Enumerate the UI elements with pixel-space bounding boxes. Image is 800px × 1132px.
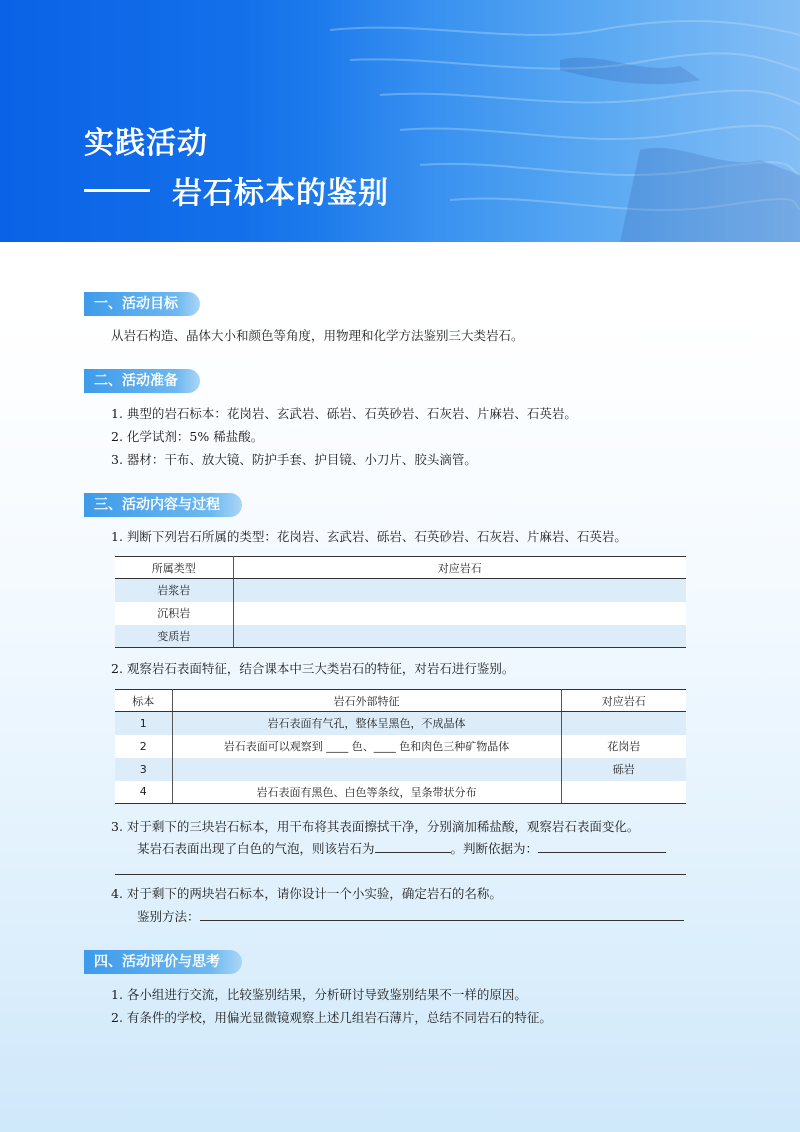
table-row [115, 735, 686, 758]
table2-cell-feature: 岩石表面可以观察到 ____ 色、____ 色和肉色三种矿物晶体 [172, 735, 561, 758]
process-question-3-line-2 [137, 840, 666, 858]
page-title: 实践活动 [84, 126, 208, 161]
table1-header-rock: 对应岩石 [233, 557, 686, 579]
process-question-1: 1. 判断下列岩石所属的类型：花岗岩、玄武岩、砾岩、石英砂岩、石灰岩、片麻岩、石英岩。 [111, 529, 627, 544]
goal-text: 从岩石构造、晶体大小和颜色等角度，用物理和化学方法鉴别三大类岩石。 [111, 328, 524, 343]
q3-answer-rock-blank[interactable] [375, 841, 451, 853]
prep-item-1: 1. 典型的岩石标本：花岗岩、玄武岩、砾岩、石英砂岩、石灰岩、片麻岩、石英岩。 [111, 406, 577, 421]
q3-prompt-rock: 某岩石表面出现了白色的气泡，则该岩石为 [137, 841, 375, 856]
process-question-2: 2. 观察岩石表面特征，结合课本中三大类岩石的特征，对岩石进行鉴别。 [111, 661, 515, 676]
section-heading-process: 三、活动内容与过程 [84, 493, 242, 517]
rock-type-table [115, 556, 686, 648]
table-row [115, 712, 686, 735]
table2-cell-feature[interactable] [172, 758, 561, 781]
table1-header-type: 所属类型 [115, 557, 233, 579]
table2-cell-rock[interactable] [561, 781, 686, 804]
process-question-4: 4. 对于剩下的两块岩石标本，请你设计一个小实验，确定岩石的名称。 [111, 886, 502, 901]
table-row [115, 602, 686, 625]
section-heading-eval: 四、活动评价与思考 [84, 950, 242, 974]
table-row [115, 758, 686, 781]
q3-answer-reason-blank[interactable] [538, 841, 666, 853]
page-subtitle [84, 168, 389, 212]
title-dash [84, 189, 150, 192]
rock-feature-table [115, 689, 686, 804]
table1-cell-type: 岩浆岩 [115, 579, 233, 602]
table-row [115, 579, 686, 602]
table2-cell-sample: 4 [115, 781, 172, 804]
table1-cell-rock[interactable] [233, 625, 686, 648]
table-row [115, 625, 686, 648]
eval-item-1: 1. 各小组进行交流，比较鉴别结果，分析研讨导致鉴别结果不一样的原因。 [111, 987, 527, 1002]
table1-cell-rock[interactable] [233, 579, 686, 602]
table2-cell-sample: 1 [115, 712, 172, 735]
table1-cell-rock[interactable] [233, 602, 686, 625]
table-row [115, 781, 686, 804]
table2-header-feature: 岩石外部特征 [172, 690, 561, 712]
table2-header-sample: 标本 [115, 690, 172, 712]
eval-item-2: 2. 有条件的学校，用偏光显微镜观察上述几组岩石薄片，总结不同岩石的特征。 [111, 1010, 552, 1025]
q4-prompt-method: 鉴别方法： [137, 909, 200, 924]
table2-cell-feature: 岩石表面有气孔，整体呈黑色，不成晶体 [172, 712, 561, 735]
table1-cell-type: 沉积岩 [115, 602, 233, 625]
process-question-3: 3. 对于剩下的三块岩石标本，用干布将其表面擦拭干净，分别滴加稀盐酸，观察岩石表面变化。 [111, 819, 640, 834]
section-heading-prep: 二、活动准备 [84, 369, 200, 393]
q4-answer-method-blank[interactable] [200, 909, 684, 921]
q3-answer-line[interactable] [115, 874, 686, 875]
section-heading-goal: 一、活动目标 [84, 292, 200, 316]
q3-prompt-reason: 。判断依据为： [450, 841, 539, 856]
table2-cell-sample: 3 [115, 758, 172, 781]
prep-item-3: 3. 器材：干布、放大镜、防护手套、护目镜、小刀片、胶头滴管。 [111, 452, 477, 467]
page-subtitle-text: 岩石标本的鉴别 [172, 176, 389, 211]
process-question-4-line-2 [137, 908, 684, 926]
table2-cell-rock: 花岗岩 [561, 735, 686, 758]
header-banner [0, 0, 800, 242]
table2-cell-rock[interactable] [561, 712, 686, 735]
table2-cell-sample: 2 [115, 735, 172, 758]
table2-cell-feature: 岩石表面有黑色、白色等条纹，呈条带状分布 [172, 781, 561, 804]
table2-cell-rock: 砾岩 [561, 758, 686, 781]
prep-item-2: 2. 化学试剂：5% 稀盐酸。 [111, 429, 264, 444]
table2-header-rock: 对应岩石 [561, 690, 686, 712]
table1-cell-type: 变质岩 [115, 625, 233, 648]
